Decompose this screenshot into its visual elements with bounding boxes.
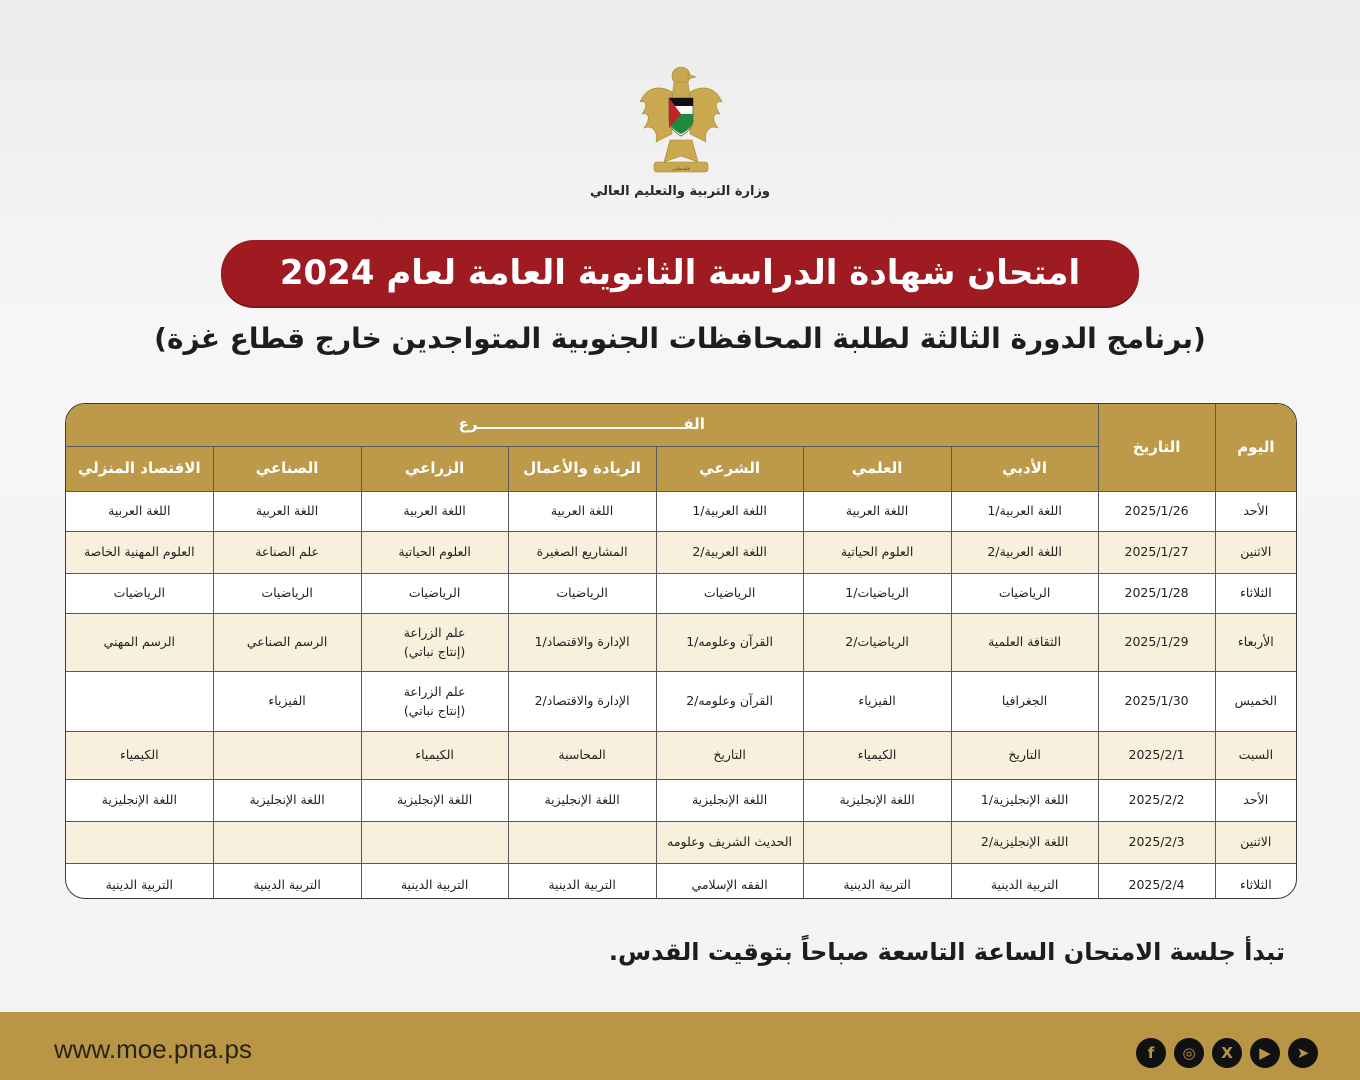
cell-subject: العلوم الحياتية: [361, 532, 508, 574]
table-row: [66, 492, 1296, 532]
header-branch: الشرعي: [656, 447, 803, 492]
header-branch: الريادة والأعمال: [508, 447, 656, 492]
cell-subject: [508, 822, 656, 864]
cell-subject: الرياضيات: [66, 574, 213, 614]
header-day: اليوم: [1215, 404, 1296, 492]
exam-title: امتحان شهادة الدراسة الثانوية العامة لعام 2024: [279, 253, 1081, 293]
cell-subject: اللغة العربية: [66, 492, 213, 532]
cell-subject: الرياضيات/2: [803, 614, 951, 672]
cell-subject: الفقه الإسلامي: [656, 864, 803, 900]
cell-date: 2025/1/29: [1098, 614, 1215, 672]
header-branch-group: الفــــــــــــــــــــــــــــــــــــــــرع: [66, 404, 1098, 447]
exam-subtitle: (برنامج الدورة الثالثة لطلبة المحافظات الجنوبية المتواجدين خارج قطاع غزة): [154, 322, 1206, 355]
cell-subject: [213, 822, 361, 864]
telegram-icon[interactable]: ➤: [1288, 1038, 1318, 1068]
header-branch: الصناعي: [213, 447, 361, 492]
cell-subject: الثقافة العلمية: [951, 614, 1098, 672]
header-branch: العلمي: [803, 447, 951, 492]
cell-subject: علم الزراعة (إنتاج نباتي): [361, 614, 508, 672]
cell-subject: الرسم المهني: [66, 614, 213, 672]
cell-date: 2025/1/26: [1098, 492, 1215, 532]
cell-subject: العلوم الحياتية: [803, 532, 951, 574]
palestine-eagle-emblem: [636, 62, 726, 180]
instagram-icon[interactable]: ◎: [1174, 1038, 1204, 1068]
exam-schedule-table-wrapper: [65, 403, 1297, 899]
cell-date: 2025/2/4: [1098, 864, 1215, 900]
cell-date: 2025/2/3: [1098, 822, 1215, 864]
table-row: [66, 574, 1296, 614]
cell-subject: الرياضيات: [213, 574, 361, 614]
cell-day: الاثنين: [1215, 532, 1296, 574]
cell-subject: اللغة العربية/2: [656, 532, 803, 574]
ministry-name: [0, 184, 1360, 199]
table-row: [66, 780, 1296, 822]
cell-day: الأحد: [1215, 492, 1296, 532]
cell-subject: الحديث الشريف وعلومه: [656, 822, 803, 864]
table-row: [66, 614, 1296, 672]
cell-subject: المشاريع الصغيرة: [508, 532, 656, 574]
cell-subject: الفيزياء: [213, 672, 361, 732]
cell-day: الاثنين: [1215, 822, 1296, 864]
cell-subject: العلوم المهنية الخاصة: [66, 532, 213, 574]
ministry-name-text: وزارة التربية والتعليم العالي: [589, 184, 771, 199]
cell-subject: القرآن وعلومه/1: [656, 614, 803, 672]
footer-bar: [0, 1012, 1360, 1080]
cell-subject: علم الصناعة: [213, 532, 361, 574]
social-links: [1136, 1038, 1318, 1068]
x-icon[interactable]: X: [1212, 1038, 1242, 1068]
cell-subject: اللغة العربية: [803, 492, 951, 532]
exam-schedule-table: [66, 404, 1296, 899]
cell-subject: [361, 822, 508, 864]
cell-day: السبت: [1215, 732, 1296, 780]
cell-subject: الإدارة والاقتصاد/2: [508, 672, 656, 732]
cell-day: الثلاثاء: [1215, 574, 1296, 614]
exam-start-note: تبدأ جلسة الامتحان الساعة التاسعة صباحاً بتوقيت القدس.: [608, 938, 1285, 966]
cell-subject: الرياضيات/1: [803, 574, 951, 614]
cell-subject: التاريخ: [656, 732, 803, 780]
cell-subject: [213, 732, 361, 780]
exam-title-banner: [221, 240, 1139, 306]
cell-subject: التربية الدينية: [66, 864, 213, 900]
cell-subject: علم الزراعة (إنتاج نباتي): [361, 672, 508, 732]
cell-subject: المحاسبة: [508, 732, 656, 780]
cell-subject: الفيزياء: [803, 672, 951, 732]
cell-subject: الكيمياء: [361, 732, 508, 780]
cell-subject: التربية الدينية: [951, 864, 1098, 900]
cell-subject: اللغة الإنجليزية/2: [951, 822, 1098, 864]
table-row: [66, 672, 1296, 732]
cell-subject: التربية الدينية: [213, 864, 361, 900]
emblem-caption: فلسطين: [672, 166, 690, 172]
cell-subject: الرياضيات: [361, 574, 508, 614]
cell-subject: الكيمياء: [803, 732, 951, 780]
cell-date: 2025/1/30: [1098, 672, 1215, 732]
cell-subject: القرآن وعلومه/2: [656, 672, 803, 732]
cell-day: الأحد: [1215, 780, 1296, 822]
table-row: [66, 532, 1296, 574]
cell-subject: اللغة العربية: [361, 492, 508, 532]
cell-subject: التربية الدينية: [803, 864, 951, 900]
cell-day: الأربعاء: [1215, 614, 1296, 672]
cell-subject: اللغة العربية: [508, 492, 656, 532]
cell-day: الخميس: [1215, 672, 1296, 732]
cell-subject: اللغة العربية: [213, 492, 361, 532]
website-url[interactable]: www.moe.pna.ps: [54, 1034, 252, 1064]
table-row: [66, 822, 1296, 864]
header-date: التاريخ: [1098, 404, 1215, 492]
table-row: [66, 732, 1296, 780]
cell-subject: التربية الدينية: [508, 864, 656, 900]
cell-subject: اللغة الإنجليزية/1: [951, 780, 1098, 822]
cell-subject: اللغة الإنجليزية: [213, 780, 361, 822]
facebook-icon[interactable]: f: [1136, 1038, 1166, 1068]
header-branch: الأدبي: [951, 447, 1098, 492]
cell-subject: الرياضيات: [508, 574, 656, 614]
cell-date: 2025/2/1: [1098, 732, 1215, 780]
cell-subject: الجغرافيا: [951, 672, 1098, 732]
cell-subject: اللغة الإنجليزية: [803, 780, 951, 822]
cell-subject: اللغة العربية/2: [951, 532, 1098, 574]
cell-subject: [66, 672, 213, 732]
cell-subject: اللغة الإنجليزية: [656, 780, 803, 822]
cell-subject: اللغة الإنجليزية: [66, 780, 213, 822]
cell-subject: [803, 822, 951, 864]
cell-subject: الرسم الصناعي: [213, 614, 361, 672]
cell-subject: الكيمياء: [66, 732, 213, 780]
cell-subject: اللغة الإنجليزية: [361, 780, 508, 822]
cell-date: 2025/2/2: [1098, 780, 1215, 822]
header-branch: الاقتصاد المنزلي: [66, 447, 213, 492]
cell-subject: الإدارة والاقتصاد/1: [508, 614, 656, 672]
cell-subject: اللغة العربية/1: [656, 492, 803, 532]
table-row: [66, 864, 1296, 900]
cell-subject: اللغة العربية/1: [951, 492, 1098, 532]
cell-subject: الرياضيات: [951, 574, 1098, 614]
cell-date: 2025/1/28: [1098, 574, 1215, 614]
cell-subject: التاريخ: [951, 732, 1098, 780]
header-branch: الزراعي: [361, 447, 508, 492]
cell-day: الثلاثاء: [1215, 864, 1296, 900]
cell-subject: اللغة الإنجليزية: [508, 780, 656, 822]
youtube-icon[interactable]: ▶: [1250, 1038, 1280, 1068]
cell-subject: التربية الدينية: [361, 864, 508, 900]
cell-subject: الرياضيات: [656, 574, 803, 614]
cell-date: 2025/1/27: [1098, 532, 1215, 574]
cell-subject: [66, 822, 213, 864]
